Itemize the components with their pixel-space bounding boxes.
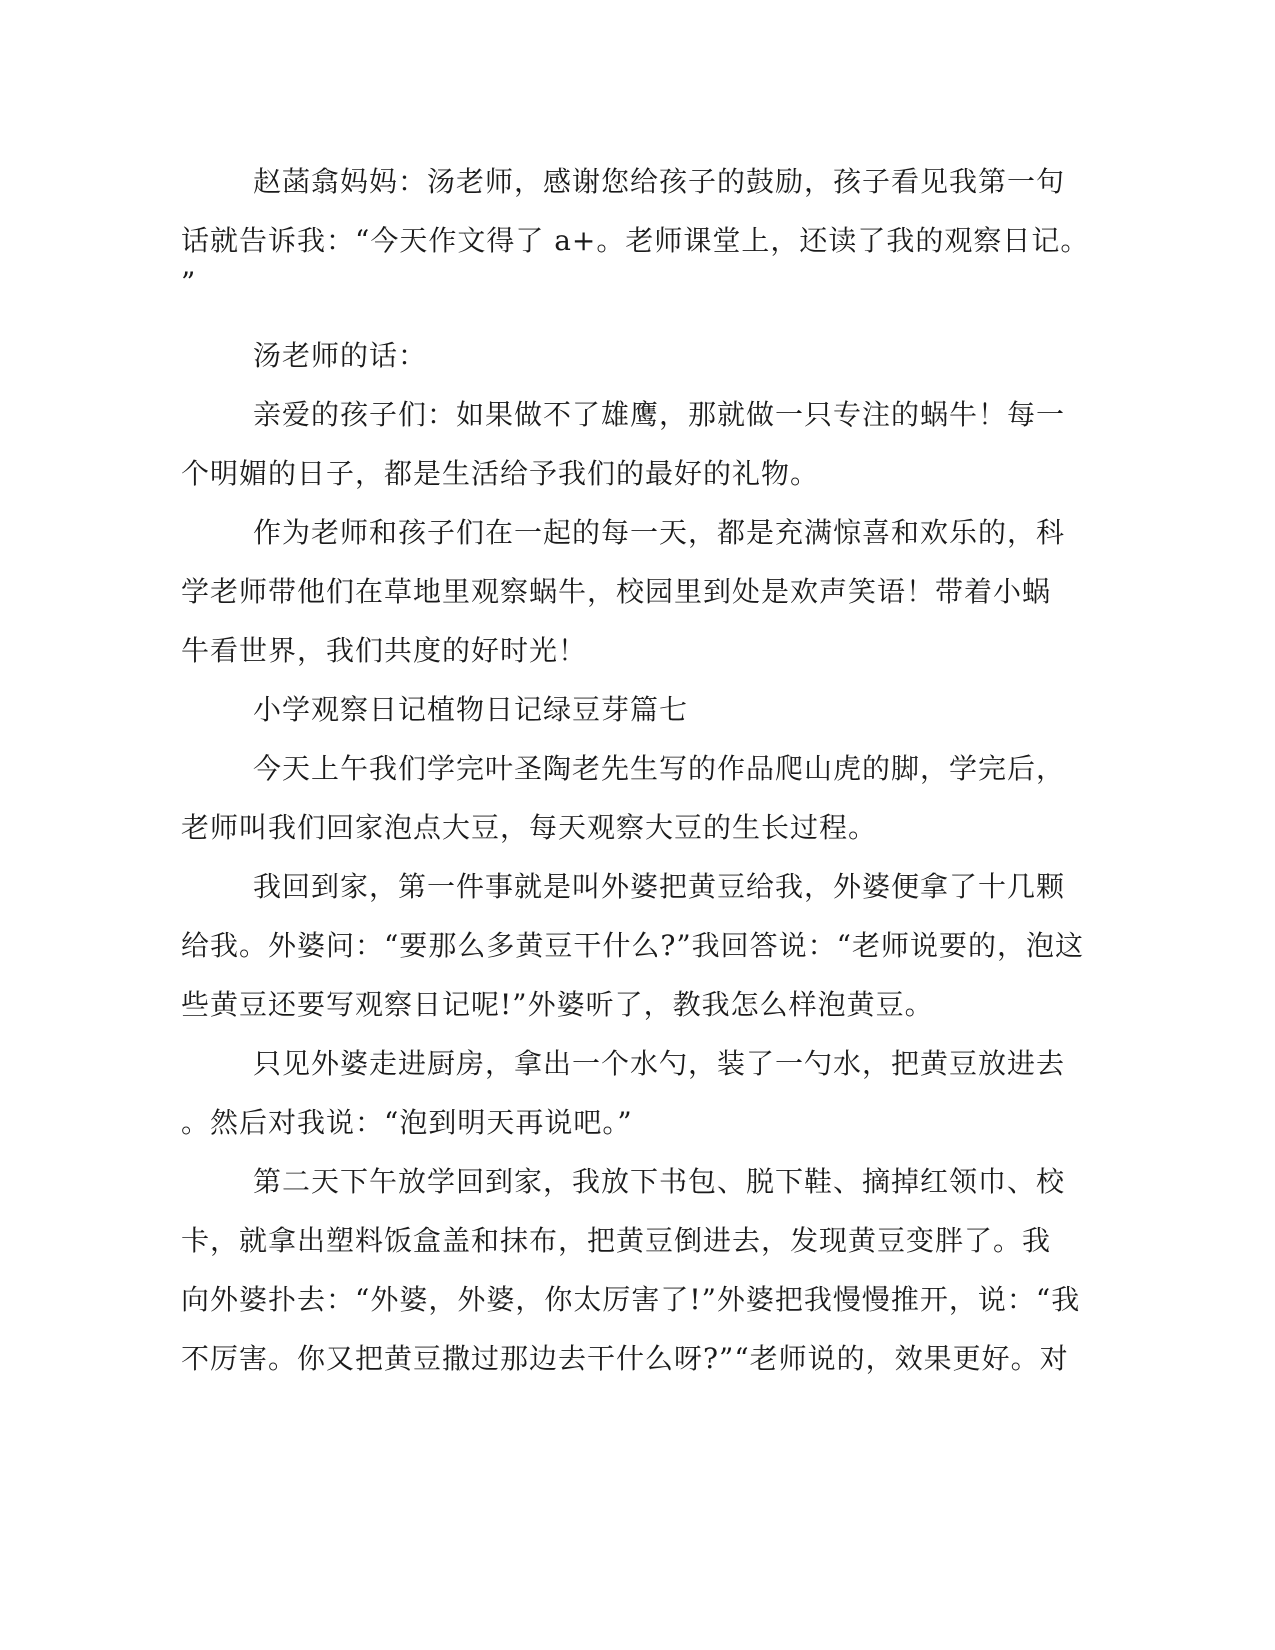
- text-line: 作为老师和孩子们在一起的每一天，都是充满惊喜和欢乐的，科: [253, 516, 1066, 549]
- text-line: 个明媚的日子，都是生活给予我们的最好的礼物。: [181, 457, 820, 490]
- text-line: 卡，就拿出塑料饭盒盖和抹布，把黄豆倒进去，发现黄豆变胖了。我: [181, 1224, 1052, 1257]
- text-line: 给我。外婆问：“要那么多黄豆干什么?”我回答说：“老师说要的，泡这: [181, 929, 1084, 962]
- text-line: 亲爱的孩子们：如果做不了雄鹰，那就做一只专注的蜗牛！每一: [253, 398, 1066, 431]
- text-line: 今天上午我们学完叶圣陶老先生写的作品爬山虎的脚，学完后，: [253, 752, 1066, 785]
- text-line: 赵菡翕妈妈：汤老师，感谢您给孩子的鼓励，孩子看见我第一句: [253, 165, 1066, 198]
- text-line: 。然后对我说：“泡到明天再说吧。”: [181, 1106, 633, 1139]
- text-line: 第二天下午放学回到家，我放下书包、脱下鞋、摘掉红领巾、校: [253, 1165, 1066, 1198]
- text-line: 学老师带他们在草地里观察蜗牛，校园里到处是欢声笑语！带着小蜗: [181, 575, 1052, 608]
- text-line: 牛看世界，我们共度的好时光！: [181, 634, 588, 667]
- text-line: 向外婆扑去：“外婆，外婆，你太厉害了!”外婆把我慢慢推开，说：“我: [181, 1283, 1081, 1316]
- text-line: 老师叫我们回家泡点大豆，每天观察大豆的生长过程。: [181, 811, 878, 844]
- text-line: 只见外婆走进厨房，拿出一个水勺，装了一勺水，把黄豆放进去: [253, 1047, 1066, 1080]
- section-heading: 汤老师的话：: [253, 339, 428, 372]
- text-line: 些黄豆还要写观察日记呢!”外婆听了，教我怎么样泡黄豆。: [181, 988, 934, 1021]
- text-line: ”: [181, 266, 197, 299]
- text-line: 不厉害。你又把黄豆撒过那边去干什么呀?”“老师说的，效果更好。对: [181, 1342, 1069, 1375]
- section-heading: 小学观察日记植物日记绿豆芽篇七: [253, 693, 689, 726]
- text-line: 我回到家，第一件事就是叫外婆把黄豆给我，外婆便拿了十几颗: [253, 870, 1066, 903]
- text-line: 话就告诉我：“今天作文得了 a+。老师课堂上，还读了我的观察日记。: [181, 224, 1090, 257]
